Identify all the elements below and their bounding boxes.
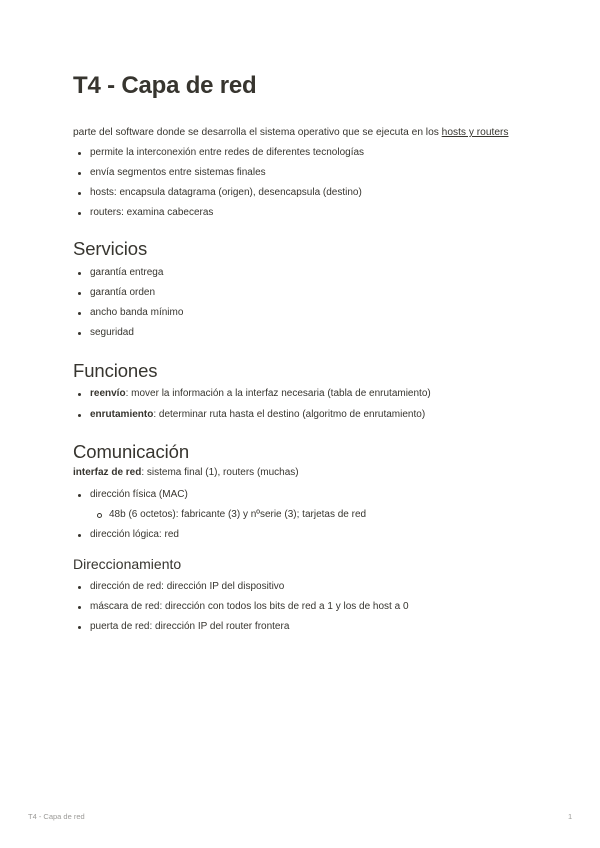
section-heading-funciones: Funciones — [73, 360, 158, 381]
list-item: dirección física (MAC) — [73, 489, 366, 501]
list-item: permite la interconexión entre redes de diferentes tecnologías — [73, 147, 364, 159]
servicios-list — [73, 267, 183, 339]
list-item: garantía orden — [73, 287, 183, 299]
comunicacion-list — [73, 489, 366, 541]
list-item: máscara de red: dirección con todos los bits de red a 1 y los de host a 0 — [73, 601, 409, 613]
footer-title: T4 - Capa de red — [28, 812, 85, 821]
list-item: hosts: encapsula datagrama (origen), desencapsula (destino) — [73, 187, 364, 199]
list-item: envía segmentos entre sistemas finales — [73, 167, 364, 179]
term-description: : determinar ruta hasta el destino (algoritmo de enrutamiento) — [153, 409, 426, 420]
section-heading-direccionamiento: Direccionamiento — [73, 556, 182, 572]
intro-paragraph — [73, 127, 508, 138]
list-item: garantía entrega — [73, 267, 183, 279]
comunicacion-lead — [73, 467, 299, 478]
footer-page-number: 1 — [568, 812, 573, 821]
funciones-list — [73, 388, 431, 421]
list-item — [73, 388, 431, 400]
sub-list-item: 48b (6 octetos): fabricante (3) y nºserie (3); tarjetas de red — [73, 509, 366, 521]
page-title: T4 - Capa de red — [73, 72, 257, 99]
term-description: : mover la información a la interfaz necesaria (tabla de enrutamiento) — [125, 388, 431, 399]
section-heading-comunicacion: Comunicación — [73, 441, 190, 462]
term-interfaz-de-red: interfaz de red — [73, 467, 142, 478]
term-reenvio: reenvío — [90, 388, 126, 399]
list-item: ancho banda mínimo — [73, 307, 183, 319]
list-item: dirección lógica: red — [73, 529, 366, 541]
list-item: routers: examina cabeceras — [73, 207, 364, 219]
list-item: dirección de red: dirección IP del dispositivo — [73, 581, 409, 593]
direccionamiento-list — [73, 581, 409, 633]
list-item — [73, 409, 431, 421]
list-item: puerta de red: dirección IP del router frontera — [73, 621, 409, 633]
section-heading-servicios: Servicios — [73, 238, 148, 259]
hosts-routers-link[interactable]: hosts y routers — [441, 127, 509, 138]
term-description: : sistema final (1), routers (muchas) — [141, 467, 299, 478]
intro-list — [73, 147, 364, 219]
intro-text: parte del software donde se desarrolla el sistema operativo que se ejecuta en los — [73, 127, 442, 138]
list-item: seguridad — [73, 327, 183, 339]
term-enrutamiento: enrutamiento — [90, 409, 154, 420]
